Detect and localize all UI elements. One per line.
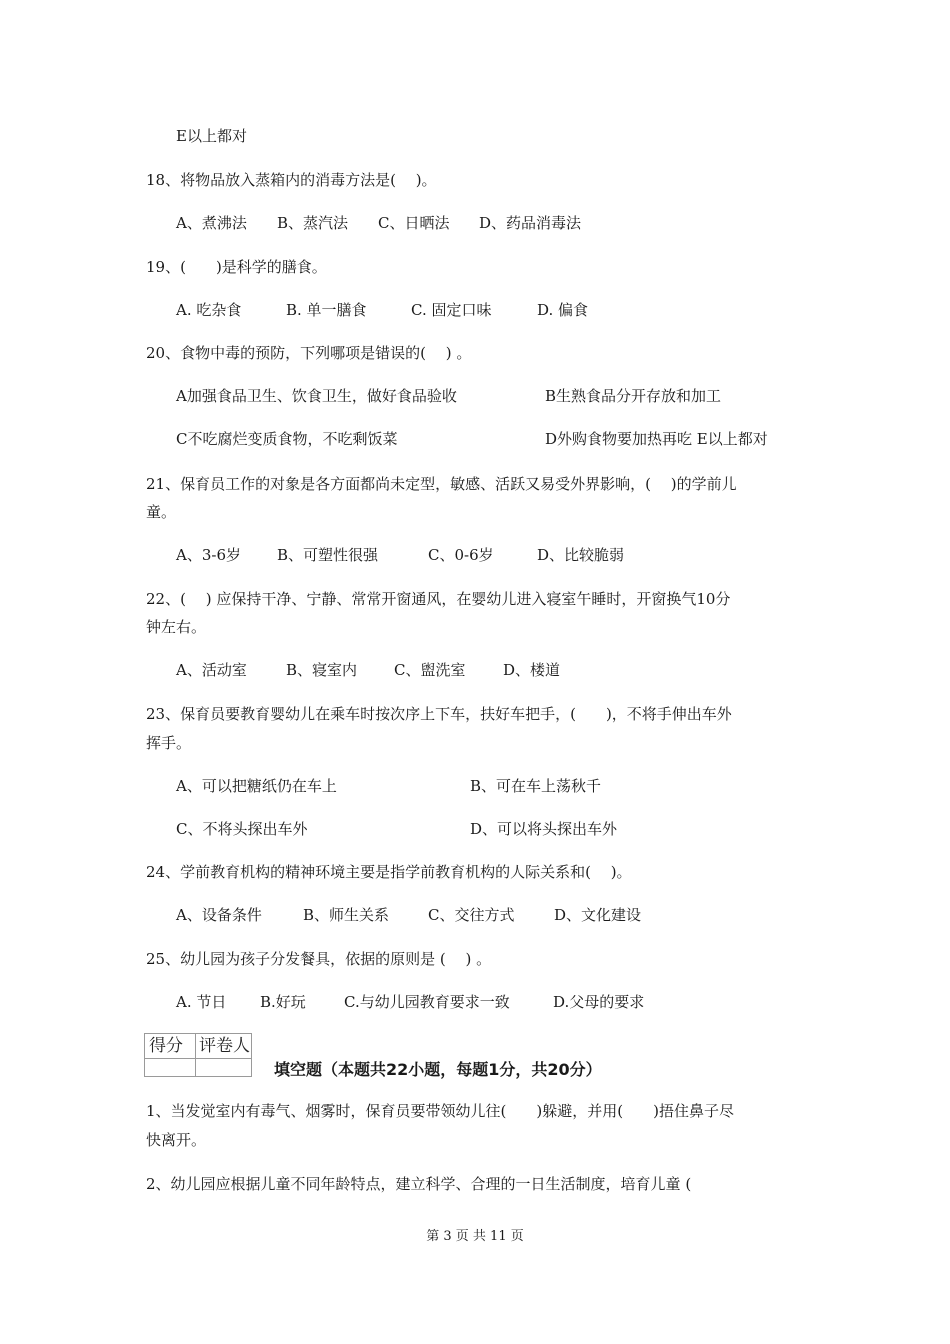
fill1-line2: 快离开。 (146, 1131, 207, 1149)
q19-option-d: D. 偏食 (537, 301, 589, 319)
q25-option-a: A. 节日 (176, 993, 227, 1011)
q18-option-a: A、煮沸法 (176, 214, 247, 232)
q25-option-c: C.与幼儿园教育要求一致 (344, 993, 510, 1011)
q18-stem: 18、将物品放入蒸箱内的消毒方法是( )。 (146, 171, 437, 189)
q20-option-c: C不吃腐烂变质食物，不吃剩饭菜 (176, 430, 398, 448)
q22-option-b: B、寝室内 (286, 661, 358, 679)
q22-option-d: D、楼道 (503, 661, 561, 679)
q21-option-d: D、比较脆弱 (537, 546, 625, 564)
q24-stem: 24、学前教育机构的精神环境主要是指学前教育机构的人际关系和( )。 (146, 863, 632, 881)
q20-option-b: B生熟食品分开存放和加工 (545, 387, 722, 405)
q23-option-a: A、可以把糖纸仍在车上 (176, 777, 337, 795)
q22-stem-line1: 22、( ) 应保持干净、宁静、常常开窗通风，在婴幼儿进入寝室午睡时，开窗换气10分 (146, 590, 731, 608)
section-title: 填空题（本题共22小题，每题1分，共20分） (274, 1060, 602, 1079)
q24-option-a: A、设备条件 (176, 906, 262, 924)
score-table-row-divider (145, 1058, 251, 1059)
q17-option-e: E以上都对 (176, 127, 247, 145)
q19-stem: 19、( )是科学的膳食。 (146, 258, 327, 276)
q24-option-c: C、交往方式 (428, 906, 515, 924)
q19-option-a: A. 吃杂食 (176, 301, 242, 319)
page-footer: 第 3 页 共 11 页 (426, 1229, 524, 1244)
q24-option-d: D、文化建设 (554, 906, 642, 924)
q22-stem-line2: 钟左右。 (146, 618, 207, 636)
q21-option-a: A、3-6岁 (176, 546, 241, 564)
q21-stem-line1: 21、保育员工作的对象是各方面都尚未定型，敏感、活跃又易受外界影响，( )的学前儿 (146, 475, 737, 493)
q23-option-c: C、不将头探出车外 (176, 820, 308, 838)
q23-option-b: B、可在车上荡秋千 (470, 777, 602, 795)
q20-option-d: D外购食物要加热再吃 E以上都对 (545, 430, 768, 448)
q18-option-c: C、日晒法 (378, 214, 450, 232)
q23-stem-line1: 23、保育员要教育婴幼儿在乘车时按次序上下车，扶好车把手，( )，不将手伸出车外 (146, 705, 732, 723)
q20-option-a: A加强食品卫生、饮食卫生，做好食品验收 (176, 387, 457, 405)
q22-option-c: C、盥洗室 (394, 661, 466, 679)
q18-option-d: D、药品消毒法 (479, 214, 582, 232)
q21-option-c: C、0-6岁 (428, 546, 494, 564)
q22-option-a: A、活动室 (176, 661, 247, 679)
fill1-line1: 1、当发觉室内有毒气、烟雾时，保育员要带领幼儿往( )躲避，并用( )捂住鼻子尽 (146, 1102, 734, 1120)
q25-stem: 25、幼儿园为孩子分发餐具，依据的原则是 ( ) 。 (146, 950, 492, 968)
fill2-line1: 2、幼儿园应根据儿童不同年龄特点，建立科学、合理的一日生活制度，培育儿童 ( (146, 1175, 692, 1193)
q19-option-c: C. 固定口味 (411, 301, 492, 319)
q19-option-b: B. 单一膳食 (286, 301, 367, 319)
q20-stem: 20、食物中毒的预防，下列哪项是错误的( ) 。 (146, 344, 472, 362)
q25-option-d: D.父母的要求 (553, 993, 645, 1011)
q21-stem-line2: 童。 (146, 503, 177, 521)
q21-option-b: B、可塑性很强 (277, 546, 379, 564)
q18-option-b: B、蒸汽法 (277, 214, 349, 232)
q25-option-b: B.好玩 (260, 993, 306, 1011)
score-table-column-divider (195, 1034, 196, 1076)
score-label: 得分 (149, 1036, 183, 1056)
q23-stem-line2: 挥手。 (146, 734, 192, 752)
reviewer-label: 评卷人 (199, 1036, 250, 1056)
q23-option-d: D、可以将头探出车外 (470, 820, 618, 838)
score-table (144, 1033, 252, 1077)
q24-option-b: B、师生关系 (303, 906, 390, 924)
